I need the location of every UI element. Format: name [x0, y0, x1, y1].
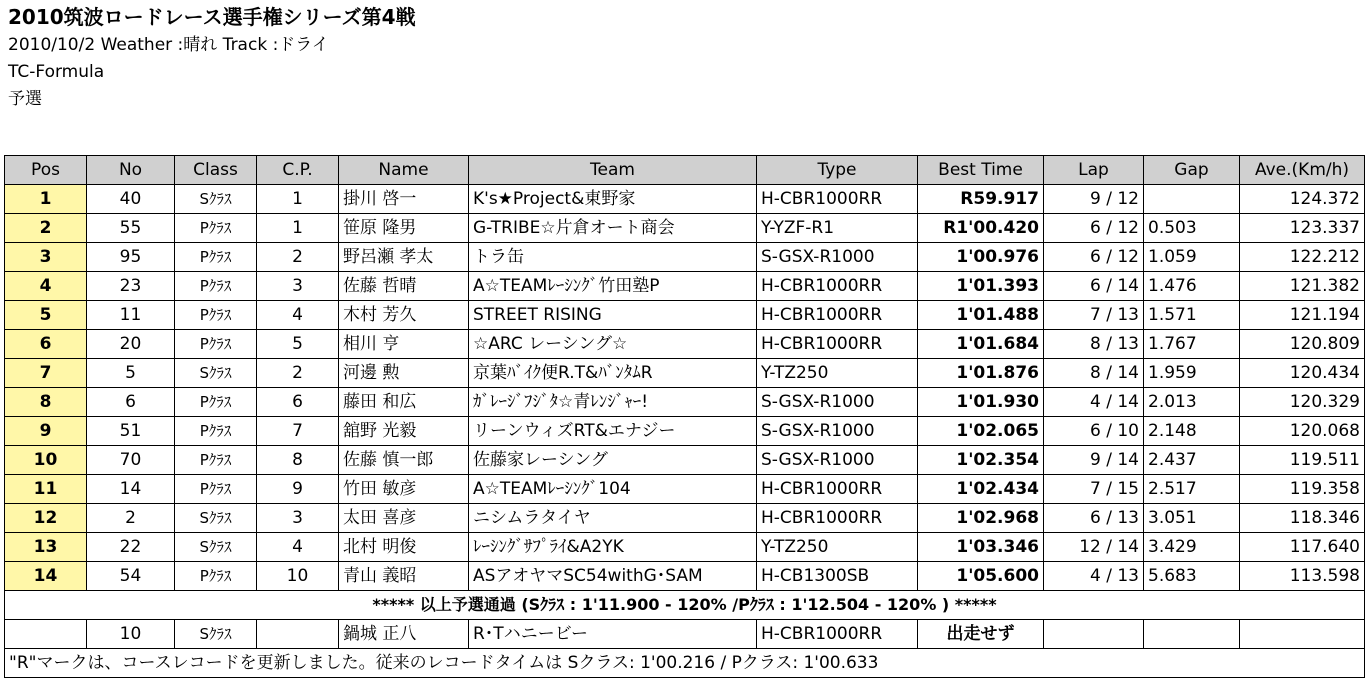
dns-row [5, 620, 1365, 649]
column-header: Class [175, 156, 257, 185]
cell-gap: 1.959 [1144, 359, 1240, 388]
cell-no: 14 [87, 475, 175, 504]
cell-gap: 3.429 [1144, 533, 1240, 562]
document-header [8, 2, 416, 113]
cell-empty [1044, 620, 1144, 649]
column-header: Type [757, 156, 918, 185]
cell-type: Y-TZ250 [757, 359, 918, 388]
cell-best: 1'02.968 [918, 504, 1044, 533]
cell-no: 10 [87, 620, 175, 649]
cell-cp: 8 [257, 446, 339, 475]
page-title: 2010筑波ロードレース選手権シリーズ第4戦 [8, 5, 416, 29]
cell-gap: 2.148 [1144, 417, 1240, 446]
cell-no: 5 [87, 359, 175, 388]
cell-type: H-CBR1000RR [757, 620, 918, 649]
qualify-note: ***** 以上予選通過 (Sｸﾗｽ : 1'11.900 - 120% /Pｸﾗｽ : 1'12.504 - 120% ) ***** [5, 591, 1365, 620]
table-row [5, 475, 1365, 504]
cell-team: ﾚｰｼﾝｸﾞｻﾌﾟﾗｲ&A2YK [469, 533, 757, 562]
cell-pos: 6 [5, 330, 87, 359]
cell-cls: Pｸﾗｽ [175, 446, 257, 475]
cell-lap: 6 / 13 [1044, 504, 1144, 533]
cell-cls: Pｸﾗｽ [175, 330, 257, 359]
cell-lap: 7 / 15 [1044, 475, 1144, 504]
cell-no: 11 [87, 301, 175, 330]
cell-ave: 120.434 [1240, 359, 1365, 388]
cell-cp: 2 [257, 243, 339, 272]
cell-name: 鍋城 正八 [339, 620, 469, 649]
cell-name: 相川 亨 [339, 330, 469, 359]
cell-cls: Sｸﾗｽ [175, 504, 257, 533]
cell-gap: 1.571 [1144, 301, 1240, 330]
cell-ave: 120.809 [1240, 330, 1365, 359]
cell-cls: Sｸﾗｽ [175, 533, 257, 562]
table-row [5, 446, 1365, 475]
cell-lap: 6 / 10 [1044, 417, 1144, 446]
cell-ave: 121.382 [1240, 272, 1365, 301]
table-row [5, 504, 1365, 533]
column-header: No [87, 156, 175, 185]
table-row [5, 533, 1365, 562]
cell-ave: 118.346 [1240, 504, 1365, 533]
cell-no: 20 [87, 330, 175, 359]
cell-empty [5, 620, 87, 649]
cell-empty [1240, 620, 1365, 649]
cell-lap: 6 / 14 [1044, 272, 1144, 301]
cell-name: 河邊 勲 [339, 359, 469, 388]
cell-lap: 9 / 14 [1044, 446, 1144, 475]
footer-row [5, 649, 1365, 678]
cell-gap: 3.051 [1144, 504, 1240, 533]
cell-best: 1'02.065 [918, 417, 1044, 446]
cell-team: K's★Project&東野家 [469, 185, 757, 214]
cell-no: 40 [87, 185, 175, 214]
cell-type: H-CB1300SB [757, 562, 918, 591]
table-row [5, 272, 1365, 301]
cell-type: Y-YZF-R1 [757, 214, 918, 243]
column-header: Best Time [918, 156, 1044, 185]
cell-lap: 8 / 13 [1044, 330, 1144, 359]
cell-ave: 124.372 [1240, 185, 1365, 214]
cell-pos: 1 [5, 185, 87, 214]
cell-team: 京葉ﾊﾞｲｸ便R.T&ﾊﾞﾝﾀﾑR [469, 359, 757, 388]
cell-no: 6 [87, 388, 175, 417]
cell-lap: 12 / 14 [1044, 533, 1144, 562]
cell-cls: Sｸﾗｽ [175, 620, 257, 649]
cell-lap: 9 / 12 [1044, 185, 1144, 214]
cell-type: H-CBR1000RR [757, 185, 918, 214]
cell-lap: 4 / 14 [1044, 388, 1144, 417]
cell-lap: 7 / 13 [1044, 301, 1144, 330]
cell-cp: 4 [257, 533, 339, 562]
cell-gap: 1.059 [1144, 243, 1240, 272]
cell-gap: 5.683 [1144, 562, 1240, 591]
table-row [5, 417, 1365, 446]
cell-best: 1'01.876 [918, 359, 1044, 388]
cell-pos: 8 [5, 388, 87, 417]
cell-ave: 120.068 [1240, 417, 1365, 446]
cell-gap: 1.767 [1144, 330, 1240, 359]
cell-name: 野呂瀬 孝太 [339, 243, 469, 272]
session-name: 予選 [8, 89, 42, 109]
cell-cls: Pｸﾗｽ [175, 417, 257, 446]
cell-type: Y-TZ250 [757, 533, 918, 562]
cell-best: 1'01.488 [918, 301, 1044, 330]
cell-name: 掛川 啓一 [339, 185, 469, 214]
cell-pos: 14 [5, 562, 87, 591]
cell-empty [257, 620, 339, 649]
cell-cp: 6 [257, 388, 339, 417]
cell-team: R･Tハニービー [469, 620, 757, 649]
column-header: C.P. [257, 156, 339, 185]
cell-type: S-GSX-R1000 [757, 417, 918, 446]
cell-type: H-CBR1000RR [757, 330, 918, 359]
cell-name: 笹原 隆男 [339, 214, 469, 243]
cell-no: 23 [87, 272, 175, 301]
cell-best: 1'01.393 [918, 272, 1044, 301]
column-header: Pos [5, 156, 87, 185]
cell-team: リーンウィズRT&エナジー [469, 417, 757, 446]
cell-cp: 4 [257, 301, 339, 330]
cell-name: 青山 義昭 [339, 562, 469, 591]
cell-best: 1'02.354 [918, 446, 1044, 475]
column-header: Name [339, 156, 469, 185]
cell-best: R59.917 [918, 185, 1044, 214]
table-row [5, 562, 1365, 591]
cell-cls: Pｸﾗｽ [175, 475, 257, 504]
cell-cls: Sｸﾗｽ [175, 185, 257, 214]
cell-ave: 123.337 [1240, 214, 1365, 243]
record-note: "R"マークは、コースレコードを更新しました。従来のレコードタイムは Sクラス: 1'00.216 / Pクラス: 1'00.633 [5, 649, 1365, 678]
cell-type: S-GSX-R1000 [757, 243, 918, 272]
cell-team: G-TRIBE☆片倉オート商会 [469, 214, 757, 243]
cell-team: A☆TEAMﾚｰｼﾝｸﾞ104 [469, 475, 757, 504]
cell-lap: 6 / 12 [1044, 214, 1144, 243]
cell-gap: 2.437 [1144, 446, 1240, 475]
column-header: Ave.(Km/h) [1240, 156, 1365, 185]
cell-pos: 11 [5, 475, 87, 504]
cell-best: 1'02.434 [918, 475, 1044, 504]
cell-ave: 117.640 [1240, 533, 1365, 562]
cell-ave: 119.358 [1240, 475, 1365, 504]
cell-team: トラ缶 [469, 243, 757, 272]
column-header: Lap [1044, 156, 1144, 185]
cell-status: 出走せず [918, 620, 1044, 649]
cell-cp: 10 [257, 562, 339, 591]
cell-cp: 1 [257, 214, 339, 243]
cell-type: H-CBR1000RR [757, 301, 918, 330]
cell-lap: 4 / 13 [1044, 562, 1144, 591]
cell-no: 70 [87, 446, 175, 475]
cell-no: 55 [87, 214, 175, 243]
cell-no: 22 [87, 533, 175, 562]
cell-no: 2 [87, 504, 175, 533]
cell-team: 佐藤家レーシング [469, 446, 757, 475]
class-name: TC-Formula [8, 62, 105, 82]
cell-lap: 6 / 12 [1044, 243, 1144, 272]
cell-name: 佐藤 慎一郎 [339, 446, 469, 475]
results-body [5, 185, 1365, 678]
cell-cls: Pｸﾗｽ [175, 243, 257, 272]
table-row [5, 330, 1365, 359]
cell-name: 太田 喜彦 [339, 504, 469, 533]
cell-empty [1144, 620, 1240, 649]
cell-name: 竹田 敏彦 [339, 475, 469, 504]
cell-best: 1'05.600 [918, 562, 1044, 591]
cell-name: 木村 芳久 [339, 301, 469, 330]
cell-no: 54 [87, 562, 175, 591]
cell-cp: 9 [257, 475, 339, 504]
cell-pos: 2 [5, 214, 87, 243]
table-row [5, 359, 1365, 388]
cell-gap: 0.503 [1144, 214, 1240, 243]
cell-name: 舘野 光毅 [339, 417, 469, 446]
cell-pos: 7 [5, 359, 87, 388]
cell-gap [1144, 185, 1240, 214]
cell-ave: 120.329 [1240, 388, 1365, 417]
column-header: Team [469, 156, 757, 185]
cell-cp: 5 [257, 330, 339, 359]
cell-gap: 2.517 [1144, 475, 1240, 504]
cell-ave: 113.598 [1240, 562, 1365, 591]
table-header-row [5, 156, 1365, 185]
cell-best: 1'03.346 [918, 533, 1044, 562]
cell-gap: 1.476 [1144, 272, 1240, 301]
cell-pos: 9 [5, 417, 87, 446]
cell-best: 1'01.930 [918, 388, 1044, 417]
table-row [5, 301, 1365, 330]
cell-cp: 3 [257, 272, 339, 301]
cell-cls: Pｸﾗｽ [175, 562, 257, 591]
cell-cls: Pｸﾗｽ [175, 301, 257, 330]
cell-best: 1'00.976 [918, 243, 1044, 272]
qualify-row [5, 591, 1365, 620]
cell-type: H-CBR1000RR [757, 272, 918, 301]
cell-no: 95 [87, 243, 175, 272]
cell-cp: 3 [257, 504, 339, 533]
table-row [5, 243, 1365, 272]
cell-best: R1'00.420 [918, 214, 1044, 243]
cell-pos: 12 [5, 504, 87, 533]
cell-type: S-GSX-R1000 [757, 388, 918, 417]
cell-cp: 2 [257, 359, 339, 388]
cell-cp: 1 [257, 185, 339, 214]
cell-pos: 13 [5, 533, 87, 562]
cell-name: 佐藤 哲晴 [339, 272, 469, 301]
cell-cls: Pｸﾗｽ [175, 272, 257, 301]
cell-lap: 8 / 14 [1044, 359, 1144, 388]
cell-cls: Pｸﾗｽ [175, 388, 257, 417]
cell-no: 51 [87, 417, 175, 446]
cell-name: 藤田 和広 [339, 388, 469, 417]
table-row [5, 214, 1365, 243]
cell-ave: 121.194 [1240, 301, 1365, 330]
cell-ave: 119.511 [1240, 446, 1365, 475]
cell-cp: 7 [257, 417, 339, 446]
column-header: Gap [1144, 156, 1240, 185]
cell-cls: Sｸﾗｽ [175, 359, 257, 388]
cell-gap: 2.013 [1144, 388, 1240, 417]
cell-pos: 5 [5, 301, 87, 330]
cell-team: ☆ARC レーシング☆ [469, 330, 757, 359]
cell-cls: Pｸﾗｽ [175, 214, 257, 243]
cell-team: A☆TEAMﾚｰｼﾝｸﾞ竹田塾P [469, 272, 757, 301]
cell-ave: 122.212 [1240, 243, 1365, 272]
table-row [5, 185, 1365, 214]
date-weather-line: 2010/10/2 Weather :晴れ Track :ドライ [8, 35, 329, 55]
cell-type: H-CBR1000RR [757, 475, 918, 504]
cell-name: 北村 明俊 [339, 533, 469, 562]
cell-type: H-CBR1000RR [757, 504, 918, 533]
cell-pos: 3 [5, 243, 87, 272]
cell-type: S-GSX-R1000 [757, 446, 918, 475]
cell-best: 1'01.684 [918, 330, 1044, 359]
table-row [5, 388, 1365, 417]
cell-pos: 4 [5, 272, 87, 301]
cell-team: STREET RISING [469, 301, 757, 330]
cell-team: ASアオヤマSC54withG･SAM [469, 562, 757, 591]
cell-pos: 10 [5, 446, 87, 475]
cell-team: ｶﾞﾚｰｼﾞﾌｼﾞﾀ☆青ﾚﾝｼﾞｬｰ! [469, 388, 757, 417]
results-table [4, 155, 1365, 678]
cell-team: ニシムラタイヤ [469, 504, 757, 533]
